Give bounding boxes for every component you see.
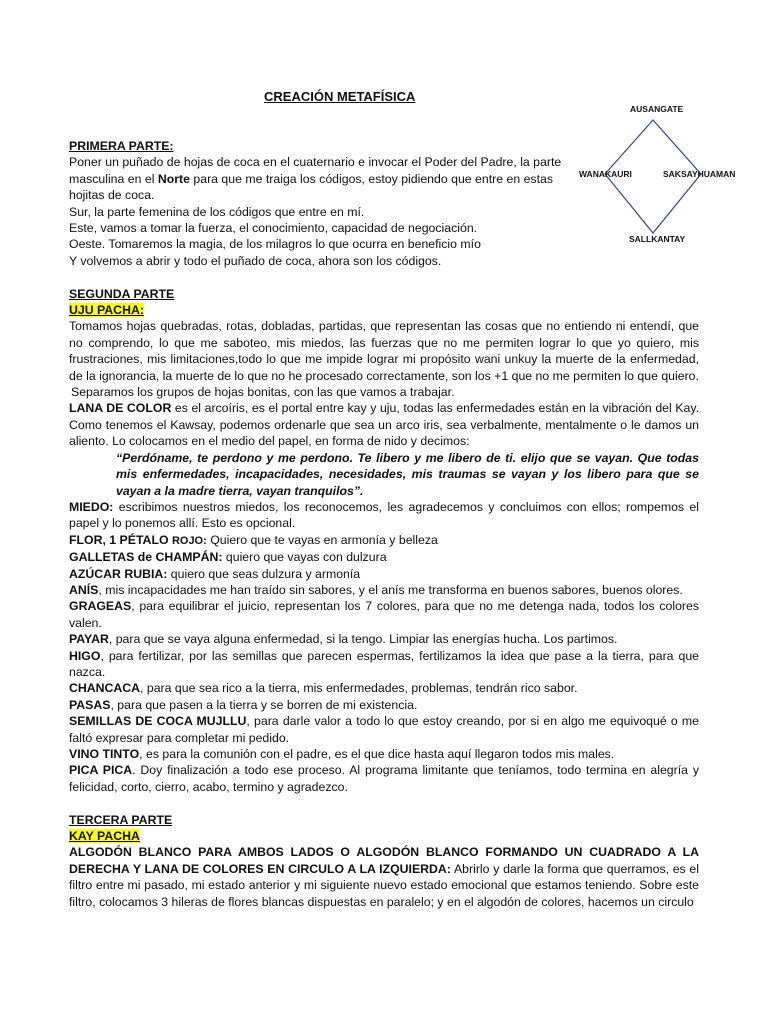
- pica-item: [69, 762, 699, 795]
- part-two-paragraph: Tomamos hojas quebradas, rotas, dobladas, partidas, que representan las cosas que no entiendo ni entendí, que no comprendo, lo que me saboteo, mis miedos, las fuerzas que no me permiten lograr lo que yo quiero, mis frustraciones, mis limitaciones,todo lo que me impide lograr mi propósito wani unkuy la muerte de la enfermedad, de la ignorancia, la muerte de lo que no he procesado correctamente, son los +1 que no me permiten lo que quiero.: [69, 319, 699, 383]
- document-body: [69, 138, 699, 910]
- term-bold: CHANCACA: [69, 681, 141, 696]
- grageas-item: [69, 598, 699, 631]
- semillas-item: [69, 713, 699, 746]
- text-run: quiero que vayas con dulzura: [222, 550, 387, 565]
- azucar-item: [69, 566, 699, 582]
- part-one-line-west: Oeste. Tomaremos la magia, de los milagros lo que ocurra en beneficio mío: [69, 237, 481, 252]
- galletas-item: [69, 549, 699, 565]
- text-run: , para que pasen a la tierra y se borren de mi existencia.: [110, 697, 418, 712]
- forgiveness-quote: “Perdóname, te perdono y me perdono. Te libero y me libero de ti. elijo que se vayan. Que todas mis enfermedades, incapacidades, necesidades, mis traumas se vayan y los libero para que se vayan a la madre tierra, vayan tranquilos”.: [116, 450, 699, 498]
- part-two-separate: Separamos los grupos de hojas bonitas, con las que vamos a trabajar.: [71, 385, 455, 400]
- part-two-heading: SEGUNDA PARTE: [69, 286, 175, 301]
- text-run: Poner un puñado de hojas de coca en el cuaternario e invocar el Poder del Padre, la parte masculina en el: [69, 155, 562, 186]
- pasas-item: [69, 697, 699, 713]
- term-bold: AZÚCAR RUBIA:: [69, 566, 168, 581]
- label-wanakauri: WANAKAURI: [579, 169, 632, 179]
- page-title: CREACIÓN METAFÍSICA: [264, 89, 416, 104]
- part-two: [69, 286, 699, 796]
- text-run: escribimos nuestros miedos, los reconocemos, les agradecemos y concluimos con ellos; rompemos el papel y lo ponemos allí. Esto es opcional.: [69, 499, 699, 531]
- part-three: [69, 812, 699, 910]
- text-run: , mis incapacidades me han traído sin sabores, y el anís me transforma en buenos sabores, buenos olores.: [98, 582, 683, 597]
- term-bold: ALGODÓN BLANCO PARA AMBOS LADOS O ALGODÓN BLANCO FORMANDO UN CUADRADO A LA DERECHA Y LANA DE COLORES EN CIRCULO A LA IZQUIERDA:: [69, 845, 699, 876]
- lana-paragraph: [69, 400, 699, 449]
- part-one-line-south: Sur, la parte femenina de los códigos que entre en mí.: [69, 204, 365, 219]
- term-bold: PASAS: [69, 697, 111, 712]
- term-bold: HIGO: [69, 648, 101, 663]
- text-run: Quiero que te vayas en armonía y belleza: [206, 532, 438, 547]
- term-bold: LANA DE COLOR: [69, 401, 172, 416]
- text-run: , para darle valor a todo lo que estoy creando, por si en algo me equivoqué o me faltó expresar para completar mi pedido.: [69, 714, 699, 745]
- term-bold: VINO TINTO: [69, 747, 140, 762]
- text-run: , para que sea rico a la tierra, mis enfermedades, problemas, tendrán rico sabor.: [140, 681, 578, 696]
- term-bold: MIEDO:: [69, 499, 114, 514]
- term-bold: ROJO:: [171, 534, 207, 547]
- text-run: , para que se vaya alguna enfermedad, si la tengo. Limpiar las energías hucha. Los partimos.: [108, 632, 618, 647]
- term-bold: GRAGEAS: [69, 599, 132, 614]
- text-run: , para fertilizar, por las semillas que parecen espermas, fertilizamos la idea que pase a la tierra, para que nazca.: [69, 648, 699, 679]
- north-bold: Norte: [157, 171, 190, 186]
- part-three-heading: TERCERA PARTE: [69, 812, 173, 827]
- chancaca-item: [69, 680, 699, 696]
- term-bold: SEMILLAS DE COCA MUJLLU: [69, 714, 247, 729]
- part-one-heading: PRIMERA PARTE:: [69, 139, 174, 153]
- vino-item: [69, 746, 699, 762]
- payar-item: [69, 631, 699, 647]
- algodon-paragraph: [69, 844, 699, 910]
- text-run: para que me traiga los códigos, estoy pidiendo que entre en estas hojitas de coca.: [69, 171, 553, 203]
- miedo-item: [69, 499, 699, 532]
- text-run: , es para la comunión con el padre, es el que dice hasta aquí llegaron todos mis males.: [139, 747, 615, 762]
- term-bold: PAYAR: [69, 632, 109, 647]
- text-run: es el arcoíris, es el portal entre kay y uju, todas las enfermedades están en la vibración del Kay. Como tenemos el Kawsay, podemos ordenarle que sea un arco iris, sea verbalmente, mentalmente o le damos un aliento. Lo colocamos en el medio del papel, en forma de nido y decimos:: [69, 401, 699, 449]
- flor-item: [69, 532, 699, 549]
- part-one-line-close: Y volvemos a abrir y todo el puñado de coca, ahora son los códigos.: [69, 253, 442, 268]
- term-bold: PICA PICA: [69, 763, 133, 778]
- term-bold: FLOR, 1 PÉTALO: [69, 532, 172, 547]
- text-run: , para equilibrar el juicio, representan los 7 colores, para que no me detenga nada, todos los colores valen.: [69, 599, 699, 630]
- part-one-paragraph: [69, 154, 564, 203]
- part-one-line-east: Este, vamos a tomar la fuerza, el conocimiento, capacidad de negociación.: [69, 221, 478, 236]
- label-sallkantay: SALLKANTAY: [629, 234, 686, 244]
- part-one: [69, 138, 699, 269]
- uju-pacha-heading: UJU PACHA:: [69, 303, 144, 318]
- term-bold: ANÍS: [69, 582, 99, 597]
- text-run: quiero que seas dulzura y armonía: [167, 566, 361, 581]
- anis-item: [69, 582, 699, 598]
- label-saksayhuaman: SAKSAYHUAMAN: [663, 169, 736, 179]
- higo-item: [69, 648, 699, 681]
- kay-pacha-heading: KAY PACHA: [69, 829, 140, 844]
- text-run: . Doy finalización a todo ese proceso. Al programa limitante que teníamos, todo termina en alegría y felicidad, corto, cierro, acabo, termino y agradezco.: [69, 763, 699, 794]
- label-ausangate: AUSANGATE: [630, 104, 684, 114]
- text-run: Abrirlo y darle la forma que querramos, es el filtro entre mi pasado, mi estado anterior y mi siguiente nuevo estado emocional que estamos teniendo. Sobre este filtro, colocamos 3 hileras de flores blancas dispuestas en paralelo; y en el algodón de colores, hacemos un circulo: [69, 861, 700, 909]
- term-bold: GALLETAS de CHAMPÁN:: [69, 550, 223, 565]
